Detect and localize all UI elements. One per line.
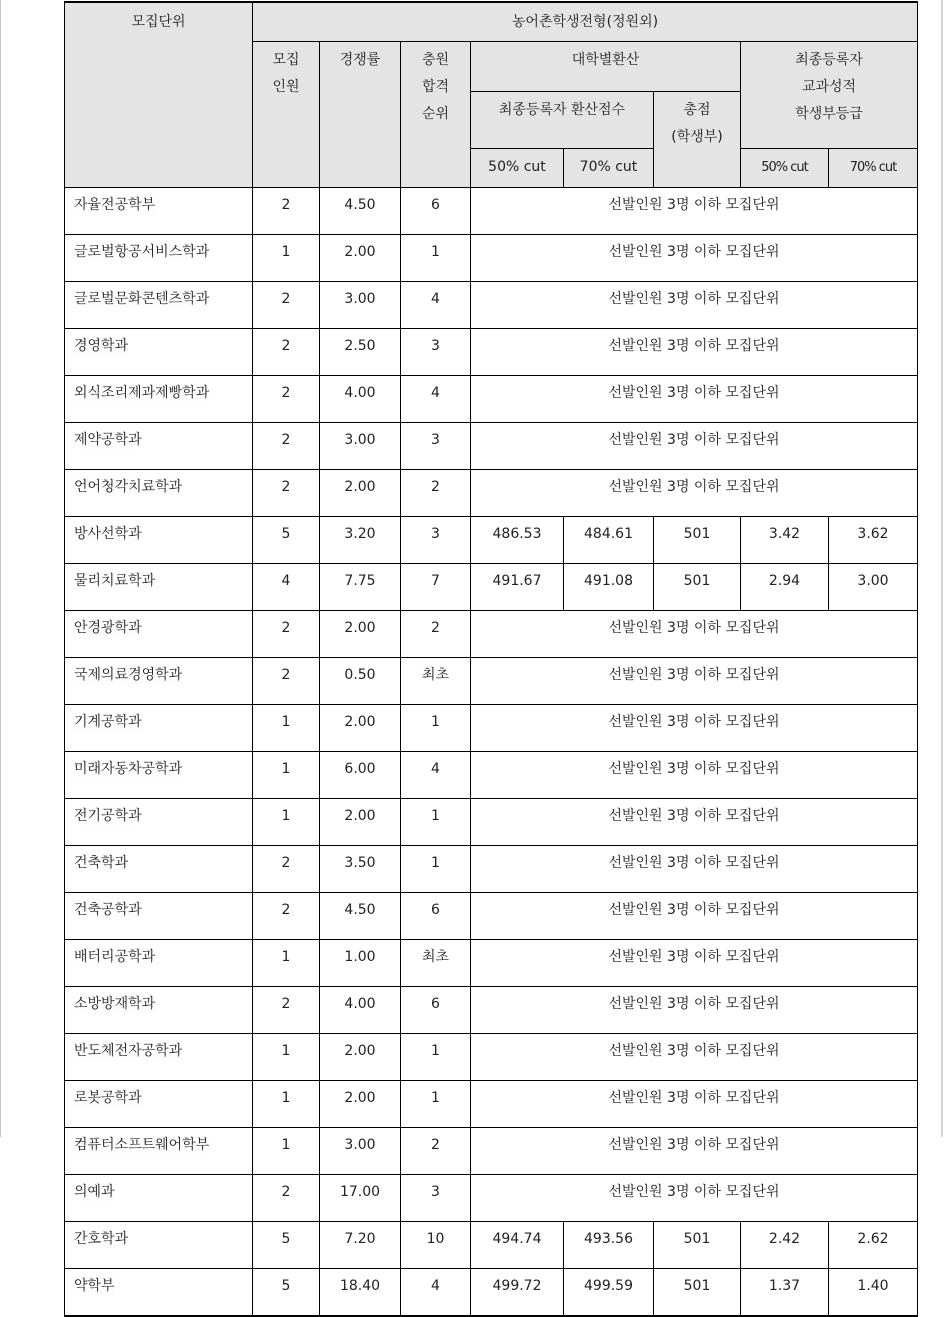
quota-cell: 2: [253, 892, 320, 939]
competition-rate-cell: 4.50: [320, 187, 401, 234]
merged-note-cell: 선발인원 3명 이하 모집단위: [471, 1127, 918, 1174]
total-score-cell: 501: [654, 563, 741, 610]
unit-name-cell: [65, 1033, 253, 1080]
competition-rate-cell: 4.00: [320, 375, 401, 422]
cut50-score-cell: 499.72: [471, 1268, 564, 1316]
table-row: [65, 1127, 918, 1174]
competition-rate-cell: 2.00: [320, 1033, 401, 1080]
header-quota: 모집 인원: [253, 41, 320, 187]
grade-cut50-cell: 2.42: [741, 1221, 829, 1268]
merged-note-cell: 선발인원 3명 이하 모집단위: [471, 1080, 918, 1127]
scrollbar-track[interactable]: [941, 0, 943, 1137]
waitlist-rank-cell: 3: [401, 1174, 471, 1221]
waitlist-rank-cell: 4: [401, 281, 471, 328]
competition-rate-cell: 2.00: [320, 469, 401, 516]
quota-cell: 5: [253, 516, 320, 563]
table-row: [65, 1221, 918, 1268]
total-score-cell: 501: [654, 1268, 741, 1316]
header-cut50: 50% cut: [471, 148, 564, 187]
unit-name-cell: [65, 281, 253, 328]
quota-cell: 1: [253, 1127, 320, 1174]
header-univ-conversion: 대학별환산: [471, 41, 741, 91]
grade-cut50-cell: 1.37: [741, 1268, 829, 1316]
table-row: [65, 422, 918, 469]
unit-name: 언어청각치료학과: [74, 478, 183, 495]
table-row: [65, 798, 918, 845]
merged-note-cell: 선발인원 3명 이하 모집단위: [471, 328, 918, 375]
merged-note-cell: 선발인원 3명 이하 모집단위: [471, 939, 918, 986]
waitlist-rank-cell: 2: [401, 1127, 471, 1174]
table-row: [65, 375, 918, 422]
competition-rate-cell: 3.00: [320, 281, 401, 328]
unit-name: 국제의료경영학과: [74, 666, 183, 683]
header-grade: 최종등록자 교과성적 학생부등급: [741, 41, 918, 148]
competition-rate-cell: 2.00: [320, 798, 401, 845]
quota-cell: 1: [253, 939, 320, 986]
competition-rate-cell: 4.50: [320, 892, 401, 939]
unit-name-cell: [65, 798, 253, 845]
table-row: [65, 704, 918, 751]
competition-rate-cell: 7.20: [320, 1221, 401, 1268]
unit-name-cell: [65, 751, 253, 798]
quota-cell: 2: [253, 1174, 320, 1221]
unit-name: 기계공학과: [74, 713, 142, 730]
competition-rate-cell: 3.00: [320, 422, 401, 469]
merged-note-cell: 선발인원 3명 이하 모집단위: [471, 1174, 918, 1221]
quota-cell: 1: [253, 751, 320, 798]
waitlist-rank-cell: 2: [401, 469, 471, 516]
admissions-results-table: [64, 1, 918, 1317]
competition-rate-cell: 1.00: [320, 939, 401, 986]
merged-note-cell: 선발인원 3명 이하 모집단위: [471, 704, 918, 751]
table-row: [65, 845, 918, 892]
table-row: [65, 234, 918, 281]
table-row: [65, 751, 918, 798]
table-row: [65, 328, 918, 375]
unit-name-cell: [65, 610, 253, 657]
competition-rate-cell: 17.00: [320, 1174, 401, 1221]
unit-name-cell: [65, 845, 253, 892]
unit-name: 방사선학과: [74, 525, 142, 542]
competition-rate-cell: 3.50: [320, 845, 401, 892]
cut70-score-cell: 499.59: [564, 1268, 654, 1316]
waitlist-rank-cell: 6: [401, 187, 471, 234]
unit-name: 소방방재학과: [74, 995, 156, 1012]
unit-name-cell: [65, 516, 253, 563]
quota-cell: 1: [253, 1033, 320, 1080]
waitlist-rank-cell: 4: [401, 375, 471, 422]
waitlist-rank-cell: 4: [401, 751, 471, 798]
competition-rate-cell: 2.00: [320, 704, 401, 751]
unit-name: 의예과: [74, 1183, 115, 1200]
merged-note-cell: 선발인원 3명 이하 모집단위: [471, 845, 918, 892]
cut50-score-cell: 491.67: [471, 563, 564, 610]
grade-cut70-cell: 1.40: [829, 1268, 918, 1316]
table-row: [65, 892, 918, 939]
table-row: [65, 610, 918, 657]
quota-cell: 2: [253, 187, 320, 234]
quota-cell: 2: [253, 845, 320, 892]
unit-name-cell: [65, 422, 253, 469]
total-score-cell: 501: [654, 1221, 741, 1268]
table-row: [65, 563, 918, 610]
waitlist-rank-cell: 1: [401, 1080, 471, 1127]
table-body: [65, 187, 918, 1316]
quota-cell: 2: [253, 328, 320, 375]
unit-name-cell: [65, 1221, 253, 1268]
grade-cut70-cell: 3.00: [829, 563, 918, 610]
competition-rate-cell: 3.00: [320, 1127, 401, 1174]
competition-rate-cell: 0.50: [320, 657, 401, 704]
page-left-border: [0, 0, 1, 1137]
waitlist-rank-cell: 4: [401, 1268, 471, 1316]
unit-name: 글로벌문화콘텐츠학과: [74, 290, 210, 307]
header-final-score: 최종등록자 환산점수: [471, 91, 654, 148]
unit-name: 미래자동차공학과: [74, 760, 183, 777]
quota-cell: 1: [253, 234, 320, 281]
waitlist-rank-cell: 1: [401, 704, 471, 751]
waitlist-rank-cell: 1: [401, 845, 471, 892]
waitlist-rank-cell: 3: [401, 516, 471, 563]
competition-rate-cell: 6.00: [320, 751, 401, 798]
unit-name: 안경광학과: [74, 619, 142, 636]
merged-note-cell: 선발인원 3명 이하 모집단위: [471, 375, 918, 422]
cut50-score-cell: 486.53: [471, 516, 564, 563]
waitlist-rank-cell: 7: [401, 563, 471, 610]
unit-name: 글로벌항공서비스학과: [74, 243, 210, 260]
unit-name-cell: [65, 939, 253, 986]
unit-name: 경영학과: [74, 337, 129, 354]
table-row: [65, 516, 918, 563]
unit-name-cell: [65, 563, 253, 610]
header-track: 농어촌학생전형(정원외): [253, 2, 918, 41]
waitlist-rank-cell: 6: [401, 986, 471, 1033]
merged-note-cell: 선발인원 3명 이하 모집단위: [471, 469, 918, 516]
table-row: [65, 281, 918, 328]
unit-name-cell: [65, 375, 253, 422]
unit-name-cell: [65, 657, 253, 704]
unit-name: 로봇공학과: [74, 1089, 142, 1106]
header-cut70: 70% cut: [564, 148, 654, 187]
table-row: [65, 469, 918, 516]
unit-name-cell: [65, 986, 253, 1033]
merged-note-cell: 선발인원 3명 이하 모집단위: [471, 234, 918, 281]
waitlist-rank-cell: 3: [401, 328, 471, 375]
waitlist-rank-cell: 1: [401, 798, 471, 845]
header-competition: 경쟁률: [320, 41, 401, 187]
unit-name-cell: [65, 892, 253, 939]
table-row: [65, 1033, 918, 1080]
quota-cell: 2: [253, 422, 320, 469]
unit-name-cell: [65, 1080, 253, 1127]
quota-cell: 5: [253, 1221, 320, 1268]
merged-note-cell: 선발인원 3명 이하 모집단위: [471, 1033, 918, 1080]
competition-rate-cell: 18.40: [320, 1268, 401, 1316]
quota-cell: 1: [253, 798, 320, 845]
quota-cell: 2: [253, 281, 320, 328]
quota-cell: 1: [253, 704, 320, 751]
competition-rate-cell: 7.75: [320, 563, 401, 610]
unit-name-cell: [65, 1174, 253, 1221]
quota-cell: 2: [253, 610, 320, 657]
quota-cell: 2: [253, 469, 320, 516]
table-row: [65, 986, 918, 1033]
total-score-cell: 501: [654, 516, 741, 563]
cut70-score-cell: 493.56: [564, 1221, 654, 1268]
unit-name-cell: [65, 1127, 253, 1174]
unit-name-cell: [65, 328, 253, 375]
unit-name: 약학부: [74, 1277, 115, 1294]
merged-note-cell: 선발인원 3명 이하 모집단위: [471, 798, 918, 845]
unit-name-cell: [65, 1268, 253, 1316]
header-unit: 모집단위: [65, 2, 253, 187]
table-row: [65, 187, 918, 234]
merged-note-cell: 선발인원 3명 이하 모집단위: [471, 610, 918, 657]
unit-name-cell: [65, 187, 253, 234]
table-row: [65, 939, 918, 986]
grade-cut50-cell: 3.42: [741, 516, 829, 563]
competition-rate-cell: 3.20: [320, 516, 401, 563]
unit-name: 제약공학과: [74, 431, 142, 448]
table-row: [65, 657, 918, 704]
unit-name: 배터리공학과: [74, 948, 156, 965]
quota-cell: 2: [253, 986, 320, 1033]
merged-note-cell: 선발인원 3명 이하 모집단위: [471, 986, 918, 1033]
quota-cell: 2: [253, 375, 320, 422]
competition-rate-cell: 2.00: [320, 610, 401, 657]
competition-rate-cell: 2.00: [320, 234, 401, 281]
waitlist-rank-cell: 2: [401, 610, 471, 657]
merged-note-cell: 선발인원 3명 이하 모집단위: [471, 892, 918, 939]
waitlist-rank-cell: 1: [401, 234, 471, 281]
header-grade-cut70: 70% cut: [829, 148, 918, 187]
unit-name: 물리치료학과: [74, 572, 156, 589]
cut70-score-cell: 491.08: [564, 563, 654, 610]
cut70-score-cell: 484.61: [564, 516, 654, 563]
waitlist-rank-cell: 1: [401, 1033, 471, 1080]
waitlist-rank-cell: 3: [401, 422, 471, 469]
merged-note-cell: 선발인원 3명 이하 모집단위: [471, 187, 918, 234]
unit-name-cell: [65, 469, 253, 516]
unit-name-cell: [65, 234, 253, 281]
grade-cut70-cell: 2.62: [829, 1221, 918, 1268]
unit-name: 컴퓨터소프트웨어학부: [74, 1136, 210, 1153]
unit-name: 자율전공학부: [74, 196, 156, 213]
competition-rate-cell: 4.00: [320, 986, 401, 1033]
quota-cell: 2: [253, 657, 320, 704]
competition-rate-cell: 2.50: [320, 328, 401, 375]
merged-note-cell: 선발인원 3명 이하 모집단위: [471, 751, 918, 798]
header-grade-cut50: 50% cut: [741, 148, 829, 187]
unit-name: 외식조리제과제빵학과: [74, 384, 210, 401]
unit-name: 반도체전자공학과: [74, 1042, 183, 1059]
header-total: 총점 (학생부): [654, 91, 741, 187]
competition-rate-cell: 2.00: [320, 1080, 401, 1127]
merged-note-cell: 선발인원 3명 이하 모집단위: [471, 422, 918, 469]
quota-cell: 4: [253, 563, 320, 610]
merged-note-cell: 선발인원 3명 이하 모집단위: [471, 657, 918, 704]
unit-name: 건축공학과: [74, 901, 142, 918]
header-waitlist-rank: 충원 합격 순위: [401, 41, 471, 187]
waitlist-rank-cell: 10: [401, 1221, 471, 1268]
quota-cell: 1: [253, 1080, 320, 1127]
grade-cut50-cell: 2.94: [741, 563, 829, 610]
unit-name: 전기공학과: [74, 807, 142, 824]
unit-name: 건축학과: [74, 854, 129, 871]
unit-name: 간호학과: [74, 1230, 129, 1247]
waitlist-rank-cell: 최초: [401, 657, 471, 704]
quota-cell: 5: [253, 1268, 320, 1316]
cut50-score-cell: 494.74: [471, 1221, 564, 1268]
grade-cut70-cell: 3.62: [829, 516, 918, 563]
waitlist-rank-cell: 6: [401, 892, 471, 939]
merged-note-cell: 선발인원 3명 이하 모집단위: [471, 281, 918, 328]
table-row: [65, 1268, 918, 1316]
waitlist-rank-cell: 최초: [401, 939, 471, 986]
unit-name-cell: [65, 704, 253, 751]
table-row: [65, 1080, 918, 1127]
table-row: [65, 1174, 918, 1221]
